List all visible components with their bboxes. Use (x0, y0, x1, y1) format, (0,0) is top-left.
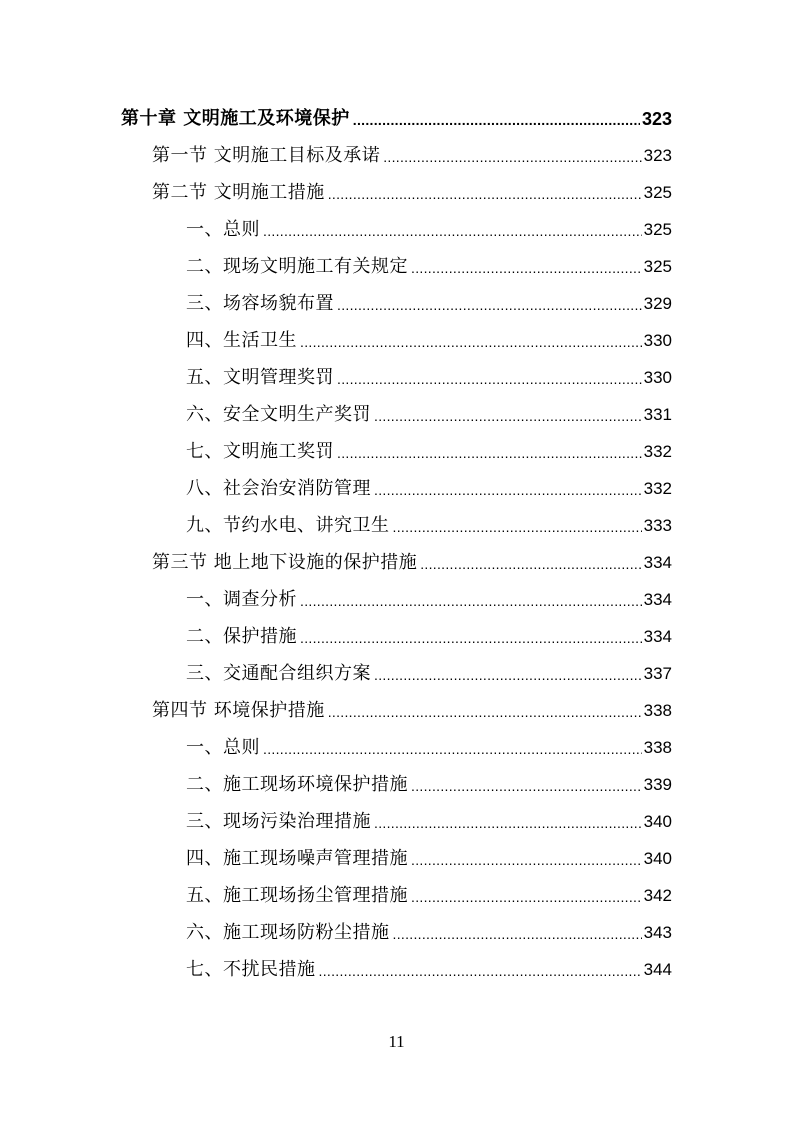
toc-section-1[interactable] (152, 137, 672, 174)
toc-item[interactable] (186, 581, 672, 618)
toc-item[interactable] (186, 766, 672, 803)
toc-entry-page: 323 (641, 108, 672, 129)
dot-leader (420, 554, 641, 572)
toc-item[interactable] (186, 248, 672, 285)
toc-entry-title: 三、交通配合组织方案 (186, 662, 371, 684)
dot-leader (337, 443, 642, 461)
dot-leader (374, 406, 642, 424)
toc-item[interactable] (186, 322, 672, 359)
toc-entry-title: 五、文明管理奖罚 (186, 366, 334, 388)
toc-item[interactable] (186, 359, 672, 396)
dot-leader (263, 739, 642, 757)
dot-leader (393, 924, 642, 942)
dot-leader (353, 110, 640, 128)
dot-leader (300, 628, 642, 646)
toc-entry-title: 八、社会治安消防管理 (186, 477, 371, 499)
toc-entry-page: 329 (643, 294, 672, 313)
toc-entry-title: 第三节 地上地下设施的保护措施 (152, 551, 418, 573)
toc-entry-title: 六、施工现场防粉尘措施 (186, 921, 390, 943)
toc-item[interactable] (186, 285, 672, 322)
toc-item[interactable] (186, 396, 672, 433)
toc-entry-page: 334 (643, 553, 672, 572)
dot-leader (374, 813, 642, 831)
toc-entry-page: 330 (643, 368, 672, 387)
dot-leader (300, 332, 642, 350)
toc-entry-page: 339 (643, 775, 672, 794)
dot-leader (411, 776, 642, 794)
page-number: 11 (388, 1032, 405, 1051)
toc-entry-page: 332 (643, 442, 672, 461)
toc-entry-page: 334 (643, 590, 672, 609)
dot-leader (337, 369, 642, 387)
toc-section-2[interactable] (152, 174, 672, 211)
toc-section-3[interactable] (152, 544, 672, 581)
toc-entry-page: 331 (643, 405, 672, 424)
toc-item[interactable] (186, 803, 672, 840)
dot-leader (328, 184, 642, 202)
dot-leader (374, 665, 642, 683)
toc-entry-title: 五、施工现场扬尘管理措施 (186, 884, 408, 906)
toc-item[interactable] (186, 655, 672, 692)
toc-entry-page: 343 (643, 923, 672, 942)
dot-leader (319, 961, 642, 979)
toc-entry-page: 340 (643, 849, 672, 868)
dot-leader (411, 887, 642, 905)
toc-item[interactable] (186, 507, 672, 544)
toc-entry-title: 四、施工现场噪声管理措施 (186, 847, 408, 869)
dot-leader (411, 258, 642, 276)
dot-leader (328, 702, 642, 720)
toc-entry-page: 325 (643, 257, 672, 276)
dot-leader (411, 850, 642, 868)
toc-item[interactable] (186, 840, 672, 877)
toc-entry-page: 338 (643, 701, 672, 720)
toc-entry-page: 333 (643, 516, 672, 535)
toc-entry-page: 340 (643, 812, 672, 831)
toc-item[interactable] (186, 618, 672, 655)
dot-leader (374, 480, 642, 498)
toc-entry-title: 三、场容场貌布置 (186, 292, 334, 314)
toc-entry-page: 330 (643, 331, 672, 350)
dot-leader (263, 221, 642, 239)
toc-entry-title: 第二节 文明施工措施 (152, 181, 325, 203)
toc-entry-page: 344 (643, 960, 672, 979)
toc-item[interactable] (186, 211, 672, 248)
toc-item[interactable] (186, 729, 672, 766)
toc-entry-title: 一、调查分析 (186, 588, 297, 610)
toc-entry-title: 六、安全文明生产奖罚 (186, 403, 371, 425)
toc-entry-title: 三、现场污染治理措施 (186, 810, 371, 832)
dot-leader (383, 147, 641, 165)
toc-entry-title: 七、不扰民措施 (186, 958, 316, 980)
toc-entry-title: 七、文明施工奖罚 (186, 440, 334, 462)
toc-item[interactable] (186, 433, 672, 470)
dot-leader (300, 591, 642, 609)
toc-entry-title: 九、节约水电、讲究卫生 (186, 514, 390, 536)
toc-entry-page: 334 (643, 627, 672, 646)
dot-leader (337, 295, 642, 313)
toc-entry-title: 一、总则 (186, 736, 260, 758)
toc-entry-page: 332 (643, 479, 672, 498)
toc-entry-title: 二、施工现场环境保护措施 (186, 773, 408, 795)
toc-entry-page: 338 (643, 738, 672, 757)
toc-entry-page: 337 (643, 664, 672, 683)
toc-item[interactable] (186, 470, 672, 507)
dot-leader (393, 517, 642, 535)
toc-chapter-10[interactable] (121, 100, 672, 137)
toc-entry-title: 第十章 文明施工及环境保护 (121, 107, 350, 129)
toc-entry-title: 一、总则 (186, 218, 260, 240)
toc-entry-title: 二、保护措施 (186, 625, 297, 647)
toc-entry-page: 325 (643, 220, 672, 239)
toc-item[interactable] (186, 914, 672, 951)
toc-entry-title: 二、现场文明施工有关规定 (186, 255, 408, 277)
toc-entry-page: 323 (643, 146, 672, 165)
toc-item[interactable] (186, 877, 672, 914)
toc-entry-page: 342 (643, 886, 672, 905)
toc-entry-title: 第一节 文明施工目标及承诺 (152, 144, 381, 166)
toc-item[interactable] (186, 951, 672, 988)
toc-entry-title: 四、生活卫生 (186, 329, 297, 351)
toc-section-4[interactable] (152, 692, 672, 729)
toc-entry-page: 325 (643, 183, 672, 202)
toc-entry-title: 第四节 环境保护措施 (152, 699, 325, 721)
